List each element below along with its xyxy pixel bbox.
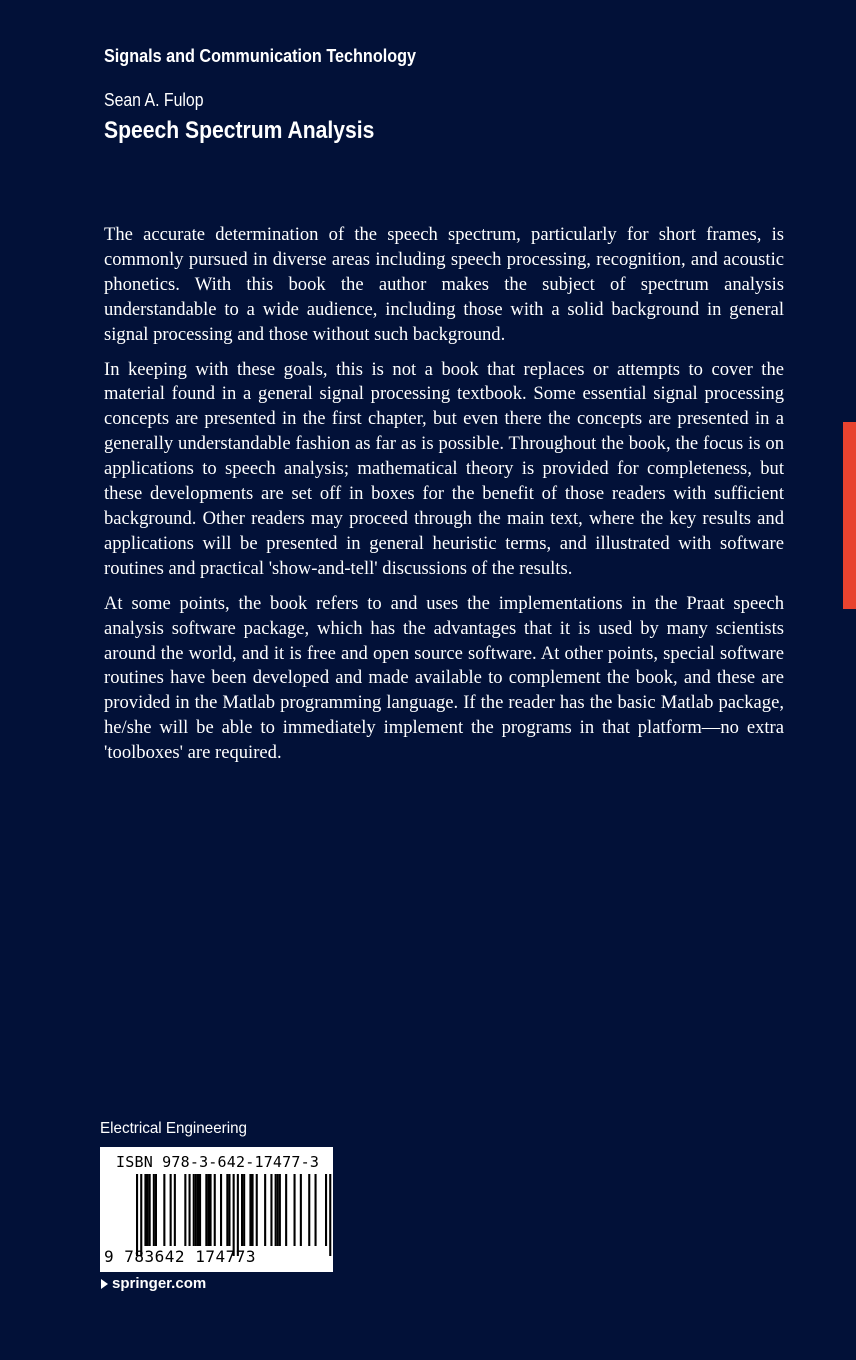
publisher-url: springer.com xyxy=(112,1275,207,1292)
book-description xyxy=(104,223,784,776)
barcode-bar xyxy=(149,1174,151,1246)
barcode-bar xyxy=(300,1174,302,1246)
barcode-bar xyxy=(243,1174,245,1246)
subject-category: Electrical Engineering xyxy=(100,1120,248,1137)
barcode-bar xyxy=(252,1174,254,1246)
barcode-bar xyxy=(226,1174,228,1246)
barcode-bar xyxy=(184,1174,186,1246)
barcode-bar xyxy=(279,1174,281,1246)
barcode-bar xyxy=(140,1174,142,1256)
barcode-bar xyxy=(325,1174,327,1246)
barcode-bar xyxy=(170,1174,172,1246)
barcode-bar xyxy=(199,1174,201,1246)
barcode-bar xyxy=(308,1174,310,1246)
barcode-bar xyxy=(220,1174,222,1246)
barcode-bar xyxy=(136,1174,138,1256)
barcode-bar xyxy=(233,1174,235,1256)
barcode-bar xyxy=(256,1174,258,1246)
barcode-bar xyxy=(228,1174,230,1246)
barcode-bar xyxy=(155,1174,157,1246)
barcode-bar xyxy=(277,1174,279,1246)
barcode-bar xyxy=(153,1174,155,1246)
barcode-bar xyxy=(174,1174,176,1246)
barcode-bar xyxy=(193,1174,195,1246)
barcode-bar xyxy=(329,1174,331,1256)
barcode-bar xyxy=(315,1174,317,1246)
series-title: Signals and Communication Technology xyxy=(104,46,417,66)
description-paragraph-2: In keeping with these goals, this is not a book that replaces or attempts to cover the material found in a general signal processing textbook. Some essential signal processing concepts are presented in the first chapter, but even there the concepts are presented in a generally understandable fashion as far as is possible. Throughout the book, the focus is on applications to speech analysis; mathematical theory is provided for completeness, but these developments are set off in boxes for the benefit of those readers with sufficient background. Other readers may proceed through the main text, where the key results and applications will be presented in general heuristic terms, and illustrated with software routines and practical 'show-and-tell' discussions of the results. xyxy=(104,358,784,579)
description-paragraph-1: The accurate determination of the speech spectrum, particularly for short frames, is commonly pursued in diverse areas including speech processing, recognition, and acoustic phonetics. With this book the author makes the subject of spectrum analysis understandable to a wide audience, including those with a solid background in general signal processing and those without such background. xyxy=(104,224,784,345)
barcode-bar xyxy=(195,1174,197,1246)
barcode-bar xyxy=(147,1174,149,1246)
barcode-digits: 9 783642 174773 xyxy=(104,1247,256,1266)
barcode-bar xyxy=(189,1174,191,1246)
barcode-bar xyxy=(205,1174,207,1246)
isbn-label: ISBN 978-3-642-17477-3 xyxy=(116,1153,320,1171)
barcode-bar xyxy=(197,1174,199,1246)
barcode-bar xyxy=(285,1174,287,1246)
barcode-bar xyxy=(214,1174,216,1246)
publisher-link[interactable] xyxy=(101,1275,206,1292)
book-title: Speech Spectrum Analysis xyxy=(104,117,375,144)
barcode-bar xyxy=(270,1174,272,1246)
barcode-bar xyxy=(163,1174,165,1246)
description-paragraph-3: At some points, the book refers to and uses the implementations in the Praat speech analysis software package, which has the advantages that it is used by many scientists around the world, and it is free and open source software. At other points, special software routines have been developed and made available to complement the book, and these are provided in the Matlab programming language. If the reader has the basic Matlab package, he/she will be able to immediately implement the programs in that platform—no extra 'toolboxes' are required. xyxy=(104,592,784,764)
barcode-bar xyxy=(294,1174,296,1246)
barcode-bar xyxy=(210,1174,212,1246)
author-name: Sean A. Fulop xyxy=(104,90,204,110)
isbn-barcode xyxy=(100,1147,333,1272)
barcode-bar xyxy=(237,1174,239,1256)
barcode-bar xyxy=(275,1174,277,1246)
barcode-bar xyxy=(264,1174,266,1246)
accent-bar xyxy=(843,422,856,609)
barcode-bar xyxy=(241,1174,243,1246)
barcode-bar xyxy=(207,1174,209,1246)
barcode-bar xyxy=(144,1174,146,1246)
arrow-right-icon xyxy=(101,1279,108,1289)
barcode-bar xyxy=(249,1174,251,1246)
